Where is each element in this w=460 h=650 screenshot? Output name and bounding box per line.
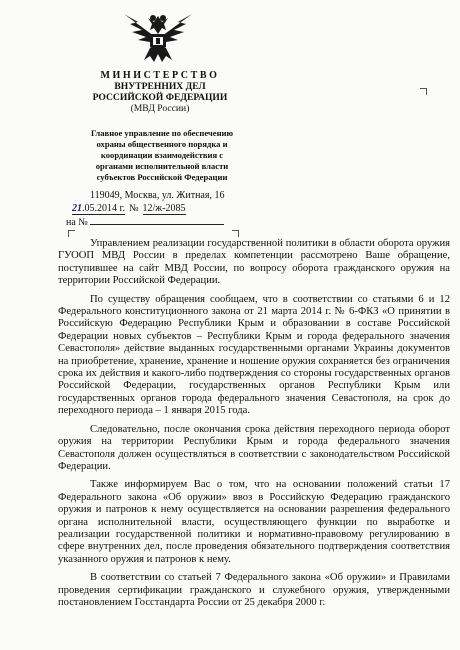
- reference-label: на №: [66, 217, 88, 228]
- department-line: координации взаимодействия с: [100, 150, 224, 160]
- department-line: субъектов Российской Федерации: [96, 172, 228, 182]
- addressee-corner-mark: [420, 88, 427, 95]
- ministry-short-name: (МВД России): [130, 103, 190, 114]
- registration-month-year: .05.2014 г.: [82, 203, 125, 214]
- body-paragraph: Следовательно, после окончания срока действия переходного периода оборот оружия на территории Республики Крым и города федерального значения Севастополя должен осуществляться в соответствии с законодательством Российской Федерации.: [58, 423, 450, 472]
- registration-line: [72, 203, 186, 215]
- department-block: [66, 128, 258, 183]
- department-address: 119049, Москва, ул. Житная, 16: [90, 190, 225, 201]
- ministry-line-3: РОССИЙСКОЙ ФЕДЕРАЦИИ: [92, 92, 228, 103]
- ministry-title: МИНИСТЕРСТВО: [100, 70, 220, 81]
- subject-corner-mark-left: [68, 230, 75, 237]
- letter-body: [58, 238, 450, 615]
- registration-number: 12/ж-2085: [142, 203, 186, 214]
- body-paragraph: Также информируем Вас о том, что на основании положений статьи 17 Федерального закона «Об оружии» ввоз в Российскую Федерацию гражданского оружия и патронов к нему осуществляется на основании разрешения федерального органа исполнительной власти, осуществляющего функции по выработке и реализации государственной политики и нормативно-правовому регулированию в сфере внутренних дел, после проведения обязательного подтверждения соответствия указанного оружия и патронов к нему.: [58, 479, 450, 565]
- department-line: охраны общественного порядка и: [96, 139, 228, 149]
- ministry-header: [60, 70, 260, 114]
- department-line: Главное управление по обеспечению: [90, 128, 234, 138]
- double-headed-eagle-emblem: [120, 4, 196, 66]
- registration-day-handwritten: 21: [72, 203, 82, 214]
- body-paragraph: По существу обращения сообщаем, что в соответствии со статьями 6 и 12 Федерального конституционного закона от 21 марта 2014 г. № 6-ФКЗ «О принятии в Российскую Федерацию Республики Крым и образовании в составе Российской Федерации новых субъектов – Республики Крым и города федерального значения Севастополя» действие выданных государственными органами Украины документов на приобретение, хранение, хранение и ношение оружия сохраняется без ограничения срока их действия и какого-либо подтверждения со стороны государственных органов Российской Федерации, государственных органов Республики Крым или государственных органов города федерального значения Севастополя, на срок до переходного периода – 1 января 2015 года.: [58, 293, 450, 417]
- ministry-line-2: ВНУТРЕННИХ ДЕЛ: [114, 81, 206, 92]
- body-paragraph: В соответствии со статьей 7 Федерального закона «Об оружии» и Правилами проведения сертификации гражданского и служебного оружия, утвержденными постановлением Госстандарта России от 25 декабря 2000 г.: [58, 572, 450, 608]
- reference-blank: [90, 215, 224, 225]
- body-paragraph: Управлением реализации государственной политики в области оборота оружия ГУООП МВД России в пределах компетенции рассмотрено Ваше обращение, поступившее на сайт МВД России, по вопросу оборота гражданского оружия на территории Российской Федерации.: [58, 238, 450, 287]
- department-line: органами исполнительной власти: [95, 161, 229, 171]
- registration-number-label: №: [128, 203, 139, 214]
- subject-corner-mark-right: [232, 230, 239, 237]
- reference-line: [66, 215, 224, 229]
